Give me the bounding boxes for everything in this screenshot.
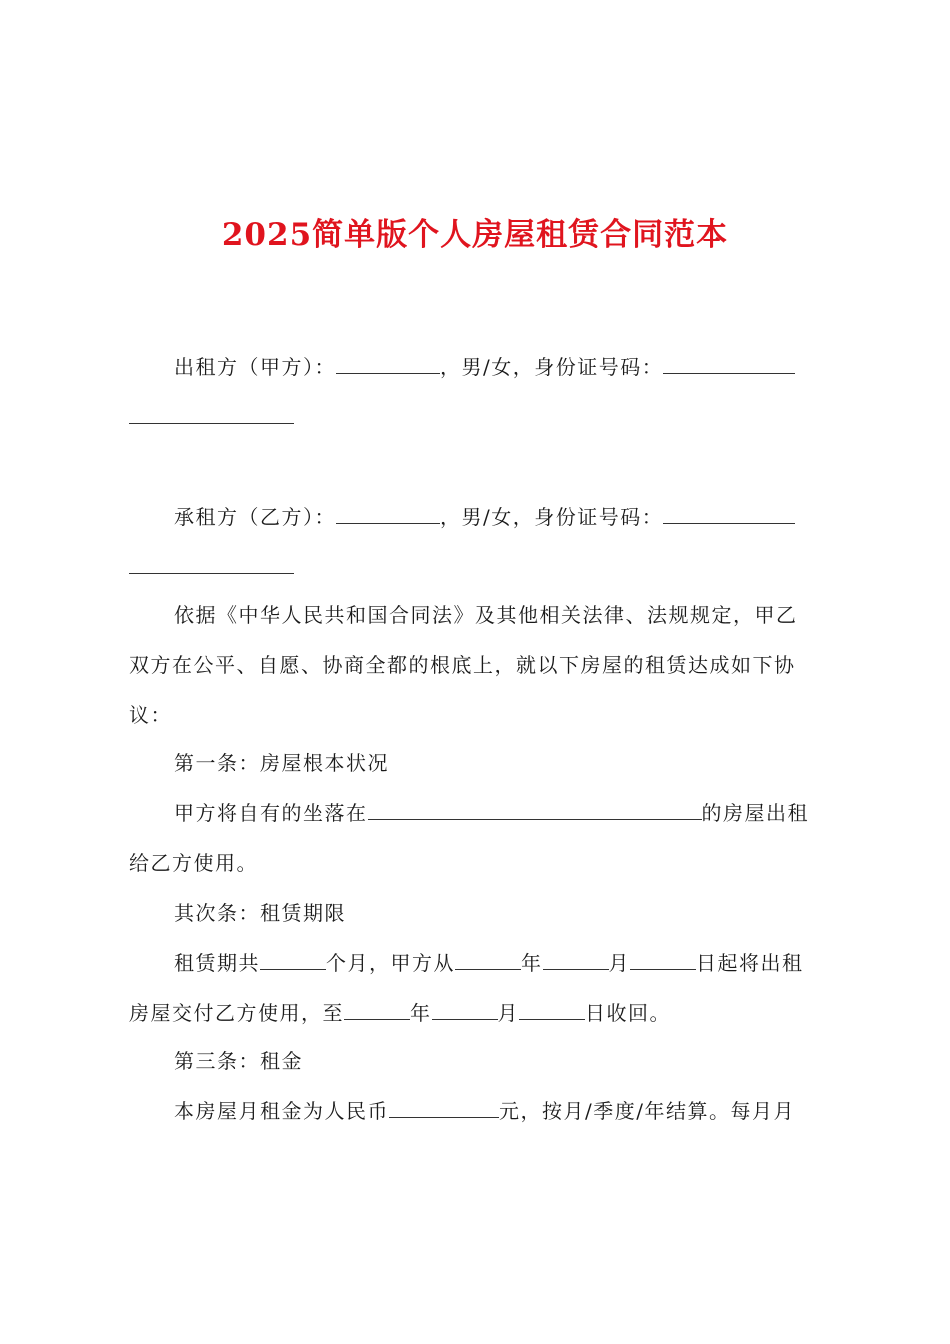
- party-a-id-continuation: [129, 402, 834, 432]
- start-day-unit: 日起将出租: [696, 951, 804, 975]
- article-2-heading: 其次条：租赁期限: [174, 901, 346, 925]
- rent-amount-blank: [389, 1097, 499, 1118]
- end-month-unit: 月: [497, 1001, 519, 1025]
- article-1-text-b: 的房屋出租: [701, 801, 809, 825]
- start-month-blank: [543, 949, 609, 970]
- article-3-heading: 第三条：租金: [174, 1049, 303, 1073]
- article-1-heading: 第一条：房屋根本状况: [174, 751, 389, 775]
- article-1-line-1: [174, 798, 879, 828]
- party-b-line: [174, 502, 879, 532]
- party-a-id-blank: [663, 353, 795, 374]
- party-b-label: 承租方（乙方）：: [174, 505, 336, 529]
- start-year-blank: [455, 949, 521, 970]
- end-day-unit: 日收回。: [585, 1001, 671, 1025]
- article-1-text-a: 甲方将自有的坐落在: [174, 801, 368, 825]
- lease-term-label: 租赁期共: [174, 951, 260, 975]
- party-b-id-blank: [663, 503, 795, 524]
- party-b-id-continuation: [129, 552, 834, 582]
- start-month-unit: 月: [608, 951, 630, 975]
- preamble-line-2: 双方在公平、自愿、协商全都的根底上，就以下房屋的租赁达成如下协: [129, 653, 796, 677]
- article-2-line-2: [129, 998, 834, 1028]
- article-2-line-1: [174, 948, 879, 978]
- document-title: 2025简单版个人房屋租赁合同范本: [221, 217, 729, 253]
- party-a-line: [174, 352, 879, 382]
- end-month-blank: [432, 999, 498, 1020]
- party-a-name-blank: [336, 353, 440, 374]
- property-address-blank: [368, 799, 702, 820]
- rent-amount-label: 本房屋月租金为人民币: [174, 1099, 389, 1123]
- party-a-id-blank-continued: [129, 403, 294, 424]
- end-day-blank: [519, 999, 585, 1020]
- preamble-line-3: 议：: [129, 703, 172, 727]
- preamble-line-1: 依据《中华人民共和国合同法》及其他相关法律、法规规定，甲乙: [174, 603, 798, 627]
- start-day-blank: [630, 949, 696, 970]
- start-year-unit: 年: [521, 951, 543, 975]
- lease-end-label: 房屋交付乙方使用，至: [129, 1001, 344, 1025]
- party-b-gender-id-label: ，男/女，身份证号码：: [440, 505, 664, 529]
- party-a-label: 出租方（甲方）：: [174, 355, 336, 379]
- party-b-name-blank: [336, 503, 440, 524]
- lease-months-blank: [260, 949, 326, 970]
- lease-start-label: 个月，甲方从: [326, 951, 455, 975]
- end-year-unit: 年: [410, 1001, 432, 1025]
- article-1-line-2: 给乙方使用。: [129, 851, 258, 875]
- party-a-gender-id-label: ，男/女，身份证号码：: [440, 355, 664, 379]
- article-3-line-1: [174, 1096, 879, 1126]
- end-year-blank: [344, 999, 410, 1020]
- party-b-id-blank-continued: [129, 553, 294, 574]
- rent-settlement-text: 元，按月/季度/年结算。每月月: [499, 1099, 795, 1123]
